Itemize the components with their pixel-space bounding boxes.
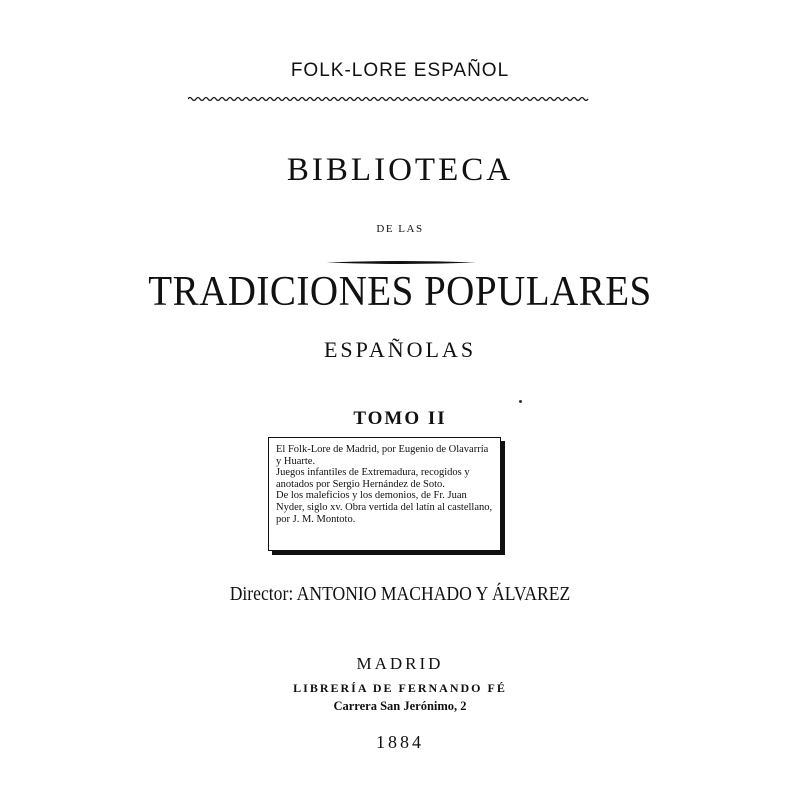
volume-label: TOMO II xyxy=(353,408,447,429)
title-tradiciones-populares: TRADICIONES POPULARES xyxy=(148,269,652,315)
imprint-address: Carrera San Jerónimo, 2 xyxy=(333,699,467,713)
title-espanolas: ESPAÑOLAS xyxy=(323,337,477,362)
imprint-publisher: LIBRERÍA DE FERNANDO FÉ xyxy=(293,681,507,695)
contents-entry: El Folk-Lore de Madrid, por Eugenio de Olavarría y Huarte. xyxy=(276,444,489,467)
title-biblioteca: BIBLIOTECA xyxy=(286,152,514,188)
director-line: Director: ANTONIO MACHADO Y ÁLVAREZ xyxy=(229,583,571,605)
title-de-las: DE LAS xyxy=(376,223,424,235)
wavy-rule xyxy=(188,95,591,103)
print-speck xyxy=(519,400,522,403)
series-title: FOLK-LORE ESPAÑOL xyxy=(290,60,510,81)
contents-entry: Juegos infantiles de Extremadura, recogidos y anotados por Sergio Hernández de Soto. xyxy=(276,467,470,490)
imprint-year: 1884 xyxy=(376,732,424,752)
contents-entry: De los maleficios y los demonios, de Fr. Juan Nyder, siglo xv. Obra vertida del latín al castellano, por J. M. Montoto. xyxy=(276,490,493,525)
contents-box xyxy=(268,437,501,551)
ornamental-rule xyxy=(326,260,476,265)
imprint-city: MADRID xyxy=(356,654,444,673)
